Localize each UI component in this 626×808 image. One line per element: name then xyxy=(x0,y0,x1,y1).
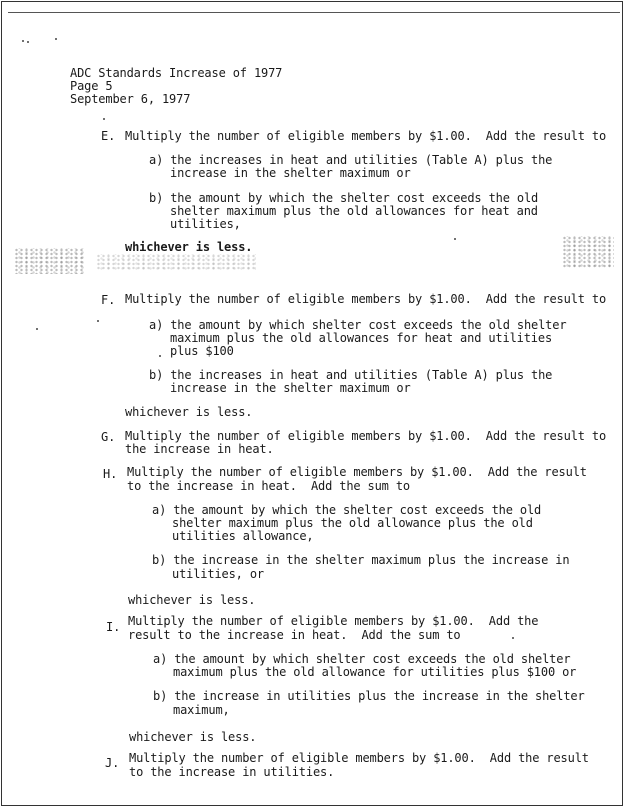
item-g-lead-cont: the increase in heat. xyxy=(125,442,274,456)
item-e-option-b-cont: utilities, xyxy=(170,217,241,231)
item-letter-g: G. xyxy=(101,430,116,444)
item-g-lead: Multiply the number of eligible members by $1.00. Add the result to xyxy=(125,429,607,443)
item-f-option-b-cont: increase in the shelter maximum or xyxy=(170,381,411,395)
header-title: ADC Standards Increase of 1977 xyxy=(70,66,283,80)
item-j-lead: Multiply the number of eligible members by $1.00. Add the result xyxy=(129,751,589,765)
item-h-option-a-cont: utilities allowance, xyxy=(172,529,314,543)
item-f-option-a-cont: maximum plus the old allowances for heat and utilities xyxy=(170,331,553,345)
item-h-option-b: b) the increase in the shelter maximum plus the increase in xyxy=(152,553,570,567)
header-date: September 6, 1977 xyxy=(70,92,191,106)
item-f-option-a: a) the amount by which shelter cost exceeds the old shelter xyxy=(149,318,567,332)
scan-speck xyxy=(512,637,514,639)
item-h-option-a-cont: shelter maximum plus the old allowance plus the old xyxy=(172,516,533,530)
item-f-option-a-cont: plus $100 xyxy=(170,344,234,358)
item-e-option-b-cont: shelter maximum plus the old allowances for heat and xyxy=(170,204,538,218)
header-page: Page 5 xyxy=(70,79,113,93)
item-h-lead-cont: to the increase in heat. Add the sum to xyxy=(127,479,410,493)
item-i-option-a-cont: maximum plus the old allowance for utilities plus $100 or xyxy=(173,665,577,679)
item-h-lead: Multiply the number of eligible members by $1.00. Add the result xyxy=(127,465,587,479)
scan-noise xyxy=(96,254,256,270)
item-e-option-a-cont: increase in the shelter maximum or xyxy=(170,166,411,180)
item-f-option-b: b) the increases in heat and utilities (Table A) plus the xyxy=(149,368,553,382)
scan-speck xyxy=(454,238,456,240)
item-h-whichever: whichever is less. xyxy=(128,593,256,607)
scan-speck xyxy=(22,40,24,42)
page-border xyxy=(1,1,623,806)
item-f-lead: Multiply the number of eligible members by $1.00. Add the result to xyxy=(125,292,607,306)
scan-noise xyxy=(14,248,84,274)
item-letter-e: E. xyxy=(101,129,116,143)
item-f-whichever: whichever is less. xyxy=(125,405,253,419)
item-j-lead-cont: to the increase in utilities. xyxy=(129,765,335,779)
item-h-option-a: a) the amount by which the shelter cost exceeds the old xyxy=(152,503,542,517)
item-h-option-b-cont: utilities, or xyxy=(172,567,264,581)
scan-speck xyxy=(97,320,99,322)
item-i-option-b-cont: maximum, xyxy=(173,703,230,717)
item-i-lead-cont: result to the increase in heat. Add the sum to xyxy=(128,628,461,642)
item-e-option-a: a) the increases in heat and utilities (Table A) plus the xyxy=(149,153,553,167)
item-e-whichever: whichever is less. xyxy=(125,240,253,254)
item-i-whichever: whichever is less. xyxy=(129,730,257,744)
item-letter-i: I. xyxy=(106,620,121,634)
item-e-lead: Multiply the number of eligible members by $1.00. Add the result to xyxy=(125,129,607,143)
item-letter-f: F. xyxy=(101,293,116,307)
item-i-option-b: b) the increase in utilities plus the increase in the shelter xyxy=(153,689,585,703)
item-e-option-b: b) the amount by which the shelter cost exceeds the old xyxy=(149,191,539,205)
top-rule xyxy=(8,12,620,13)
scan-speck xyxy=(103,118,105,120)
scan-noise xyxy=(562,236,614,268)
scan-speck xyxy=(159,355,161,357)
item-letter-j: J. xyxy=(105,756,120,770)
item-i-option-a: a) the amount by which shelter cost exceeds the old shelter xyxy=(153,652,571,666)
item-letter-h: H. xyxy=(103,467,118,481)
scan-speck xyxy=(55,38,57,40)
scan-speck xyxy=(27,41,29,43)
item-i-lead: Multiply the number of eligible members by $1.00. Add the xyxy=(128,614,539,628)
scan-speck xyxy=(36,328,38,330)
